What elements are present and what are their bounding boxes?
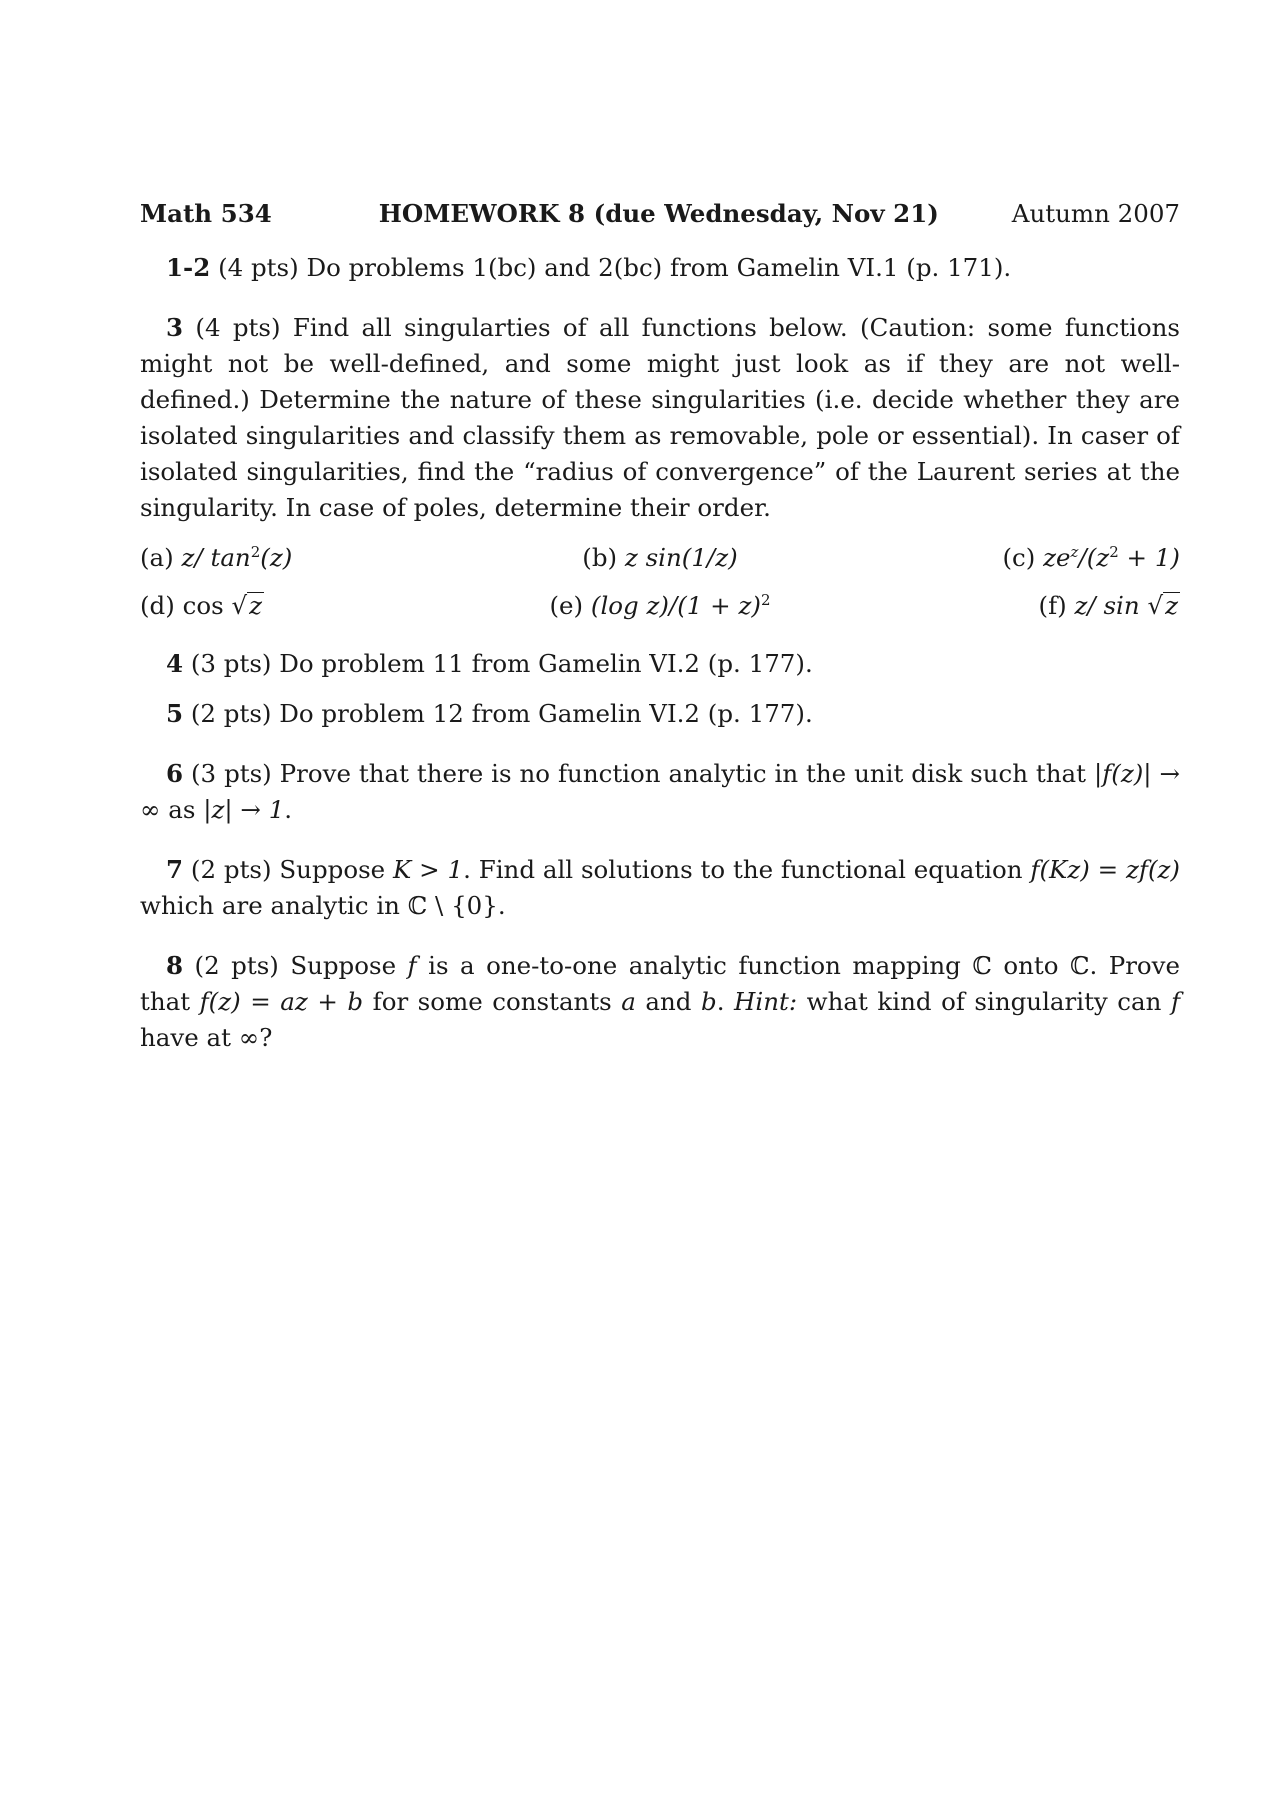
problem-number: 5 bbox=[166, 699, 184, 728]
problem-4 bbox=[140, 646, 1180, 682]
function-list bbox=[140, 540, 1180, 624]
part-label: (e) bbox=[549, 591, 584, 620]
problem-text: (4 pts) Do problems 1(bc) and 2(bc) from Gamelin VI.1 (p. 171). bbox=[218, 253, 1012, 282]
part-label: (f) bbox=[1038, 591, 1067, 620]
problem-text: (2 pts) Suppose bbox=[194, 951, 408, 980]
math-expr: b bbox=[701, 987, 717, 1016]
part-expr: (z) bbox=[260, 543, 293, 572]
math-expr: ∞ bbox=[238, 1023, 260, 1052]
radicand: z bbox=[249, 591, 262, 620]
problem-text: which are analytic in bbox=[140, 891, 408, 920]
problem-text: (4 pts) Find all singularties of all functions below. (Caution: some functions might not be well-defined, and some might just look as if they are not well-defined.) Determine the nature of these singularities (i.e. decide whether they are isolated singularities and classify them as removable, pole or essential). In caser of isolated singularities, find the “radius of convergence” of the Laurent series at the singularity. In case of poles, determine their order. bbox=[140, 313, 1180, 522]
part-label: (c) bbox=[1002, 543, 1036, 572]
math-expr: ℂ bbox=[1069, 951, 1090, 980]
problem-text: onto bbox=[991, 951, 1070, 980]
problem-6 bbox=[140, 756, 1180, 828]
part-sup: 2 bbox=[760, 590, 771, 609]
part-label: (d) bbox=[140, 591, 175, 620]
part-d bbox=[140, 588, 487, 624]
part-expr: cos √ bbox=[182, 591, 248, 620]
math-expr: f bbox=[1170, 987, 1181, 1016]
part-sup: 2 bbox=[250, 542, 261, 561]
problem-8 bbox=[140, 948, 1180, 1056]
math-expr: |f(z)| → ∞ bbox=[140, 759, 1181, 824]
part-label: (a) bbox=[140, 543, 174, 572]
problem-text: . bbox=[284, 795, 293, 824]
math-expr: f bbox=[407, 951, 417, 980]
problem-3 bbox=[140, 310, 1180, 526]
part-f bbox=[833, 588, 1180, 624]
problem-text: . Prove that bbox=[140, 951, 1180, 1016]
document-body bbox=[140, 196, 1180, 1080]
part-label: (b) bbox=[582, 543, 618, 572]
problem-text: what kind of singularity can bbox=[797, 987, 1171, 1016]
problem-5 bbox=[140, 696, 1180, 732]
math-expr: K > 1 bbox=[392, 855, 464, 884]
radicand: z bbox=[1165, 591, 1178, 620]
problem-1-2 bbox=[140, 250, 1180, 286]
math-expr: ℂ bbox=[972, 951, 992, 980]
problem-text: ? bbox=[259, 1023, 273, 1052]
problem-text: have at bbox=[140, 1023, 239, 1052]
problem-text: as bbox=[160, 795, 204, 824]
part-expr: z sin(1/z) bbox=[624, 543, 738, 572]
problem-text: (2 pts) Do problem 12 from Gamelin VI.2 (p. 177). bbox=[190, 699, 813, 728]
part-a bbox=[140, 540, 487, 576]
problem-text: . Find all solutions to the functional equation bbox=[463, 855, 1031, 884]
math-expr: |z| → 1 bbox=[203, 795, 285, 824]
math-expr: a bbox=[621, 987, 636, 1016]
part-expr: z/ tan bbox=[181, 543, 251, 572]
math-expr: ℂ \ {0} bbox=[407, 891, 498, 920]
part-e bbox=[487, 588, 834, 624]
problem-number: 3 bbox=[166, 313, 184, 342]
problem-text: is a one-to-one analytic function mapping bbox=[416, 951, 973, 980]
part-sup: 2 bbox=[1109, 542, 1119, 561]
part-c bbox=[833, 540, 1180, 576]
problem-number: 4 bbox=[166, 649, 184, 678]
course-name: Math 534 bbox=[140, 199, 272, 228]
problem-number: 7 bbox=[166, 855, 184, 884]
problem-number: 8 bbox=[166, 951, 184, 980]
problem-text: for some constants bbox=[363, 987, 622, 1016]
problem-text: . bbox=[497, 891, 506, 920]
math-expr: f(Kz) = zf(z) bbox=[1030, 855, 1180, 884]
term-label: Autumn 2007 bbox=[1011, 199, 1180, 228]
page-header bbox=[140, 196, 1180, 236]
problem-number: 6 bbox=[166, 759, 184, 788]
part-expr: z/ sin √ bbox=[1074, 591, 1164, 620]
problem-text: (2 pts) Suppose bbox=[190, 855, 393, 884]
problem-7 bbox=[140, 852, 1180, 924]
part-expr: + 1) bbox=[1118, 543, 1180, 572]
hint-label: Hint: bbox=[734, 987, 798, 1016]
part-expr: (log z)/(1 + z) bbox=[590, 591, 761, 620]
part-expr: /(z bbox=[1078, 543, 1110, 572]
math-expr: f(z) = az + b bbox=[199, 987, 364, 1016]
problem-text: (3 pts) Do problem 11 from Gamelin VI.2 (p. 177). bbox=[190, 649, 813, 678]
problem-text: and bbox=[635, 987, 702, 1016]
part-b bbox=[487, 540, 834, 576]
problem-number: 1-2 bbox=[166, 253, 211, 282]
problem-text: (3 pts) Prove that there is no function analytic in the unit disk such that bbox=[191, 759, 1094, 788]
page-title: HOMEWORK 8 (due Wednesday, Nov 21) bbox=[378, 199, 939, 228]
part-expr: ze bbox=[1043, 543, 1071, 572]
problem-text: . bbox=[716, 987, 735, 1016]
part-sup: z bbox=[1070, 542, 1079, 561]
